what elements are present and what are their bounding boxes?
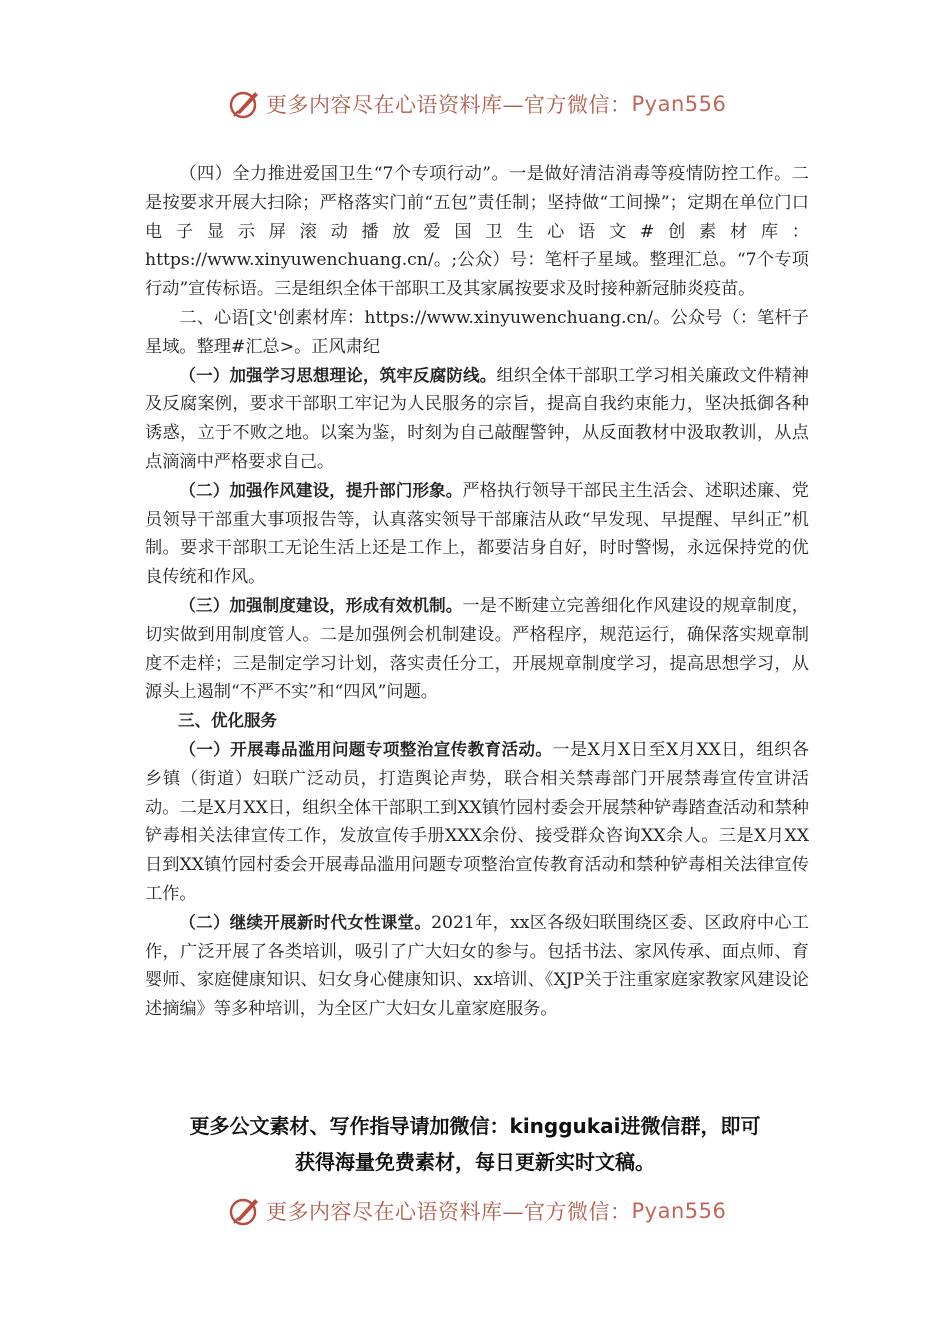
paragraph-body: 组织全体干部职工学习相关廉政文件精神及反腐案例，要求干部职工牢记为人民服务的宗旨，提高自我约束能力，坚决抵御各种诱惑，立于不败之地。以案为鉴，时刻为自己敲醒警钟，从反面教材中汲取教训，从点点滴滴中严格要求自己。 [145, 365, 809, 472]
paragraph-lead: （一）加强学习思想理论，筑牢反腐防线。 [179, 365, 497, 385]
banner-wechat-id: Pyan556 [631, 92, 727, 116]
paragraph-system-building [145, 592, 809, 707]
section-heading-3: 三、优化服务 [178, 711, 277, 731]
paragraph-4-patriotic-health: （四）全力推进爱国卫生“7个专项行动”。一是做好清洁消毒等疫情防控工作。二是按要求开展大扫除；严格落实门前“五包”责任制；坚持做“工间操”；定期在单位门口电子显示屏滚动播放爱国卫生心语文#创素材库：https://www.xinyuwenchuang.cn/。;公众）号：笔杆子星域。整理汇总。“7个专项行动”宣传标语。三是组织全体干部职工及其家属按要求及时接种新冠肺炎疫苗。 [145, 164, 809, 300]
paragraph-work-style [145, 477, 809, 592]
paragraph-lead: （三）加强制度建设，形成有效机制。 [179, 595, 463, 615]
footer-banner [228, 1191, 728, 1231]
paragraph-body: 2021年，xx区各级妇联围绕区委、区政府中心工作，广泛开展了各类培训，吸引了广大妇女的参与。包括书法、家风传承、面点师、育婴师、家庭健康知识、妇女身心健康知识、xx培训、《XJP关于注重家庭家教家风建设论述摘编》等多种培训，为全区广大妇女儿童家庭服务。 [145, 912, 809, 1020]
paragraph-lead: （二）继续开展新时代女性课堂。 [179, 912, 432, 932]
document-body [145, 160, 809, 1024]
promo-line-1: 更多公文素材、写作指导请加微信：kinggukai进微信群，即可 [189, 1114, 761, 1138]
quill-logo-icon [228, 87, 262, 121]
section-heading-2: 二、心语[文'创素材库：https://www.xinyuwenchuang.cn/。公众号（：笔杆子星域。整理#汇总>。正风肃纪 [145, 307, 809, 357]
paragraph-body: 一是X月X日至X月XX日，组织各乡镇（街道）妇联广泛动员，打造舆论声势，联合相关禁毒部门开展禁毒宣传宣讲活动。二是X月XX日，组织全体干部职工到XX镇竹园村委会开展禁种铲毒踏查活动和禁种铲毒相关法律宣传工作，发放宣传手册XXX余份、接受群众咨询XX余人。三是X月XX日到XX镇竹园村委会开展毒品滥用问题专项整治宣传教育活动和禁种铲毒相关法律宣传工作。 [145, 739, 809, 904]
quill-logo-icon [228, 1194, 262, 1228]
banner-text: 更多内容尽在心语资料库—官方微信： [266, 1200, 632, 1224]
promo-line-2: 获得海量免费素材，每日更新实时文稿。 [295, 1150, 655, 1174]
header-banner [228, 84, 728, 124]
paragraph-body: 一是不断建立完善细化作风建设的规章制度，切实做到用制度管人。二是加强例会机制建设。严格程序，规范运行，确保落实规章制度不走样；三是制定学习计划，落实责任分工，开展规章制度学习，提高思想学习，从源头上遏制“不严不实”和“四风”问题。 [145, 595, 809, 703]
promo-notice [140, 1108, 810, 1180]
paragraph-lead: （一）开展毒品滥用问题专项整治宣传教育活动。 [179, 739, 553, 759]
banner-wechat-id: Pyan556 [631, 1199, 727, 1223]
paragraph-lead: （二）加强作风建设，提升部门形象。 [179, 480, 463, 500]
paragraph-anti-drug [145, 736, 809, 909]
banner-text: 更多内容尽在心语资料库—官方微信： [266, 93, 632, 117]
paragraph-women-class [145, 909, 809, 1024]
paragraph-body: 严格执行领导干部民主生活会、述职述廉、党员领导干部重大事项报告等，认真落实领导干部廉洁从政“早发现、早提醒、早纠正”机制。要求干部职工无论生活上还是工作上，都要洁身自好，时时警惕，永远保持党的优良传统和作风。 [145, 480, 809, 588]
paragraph-study-theory [145, 362, 809, 477]
